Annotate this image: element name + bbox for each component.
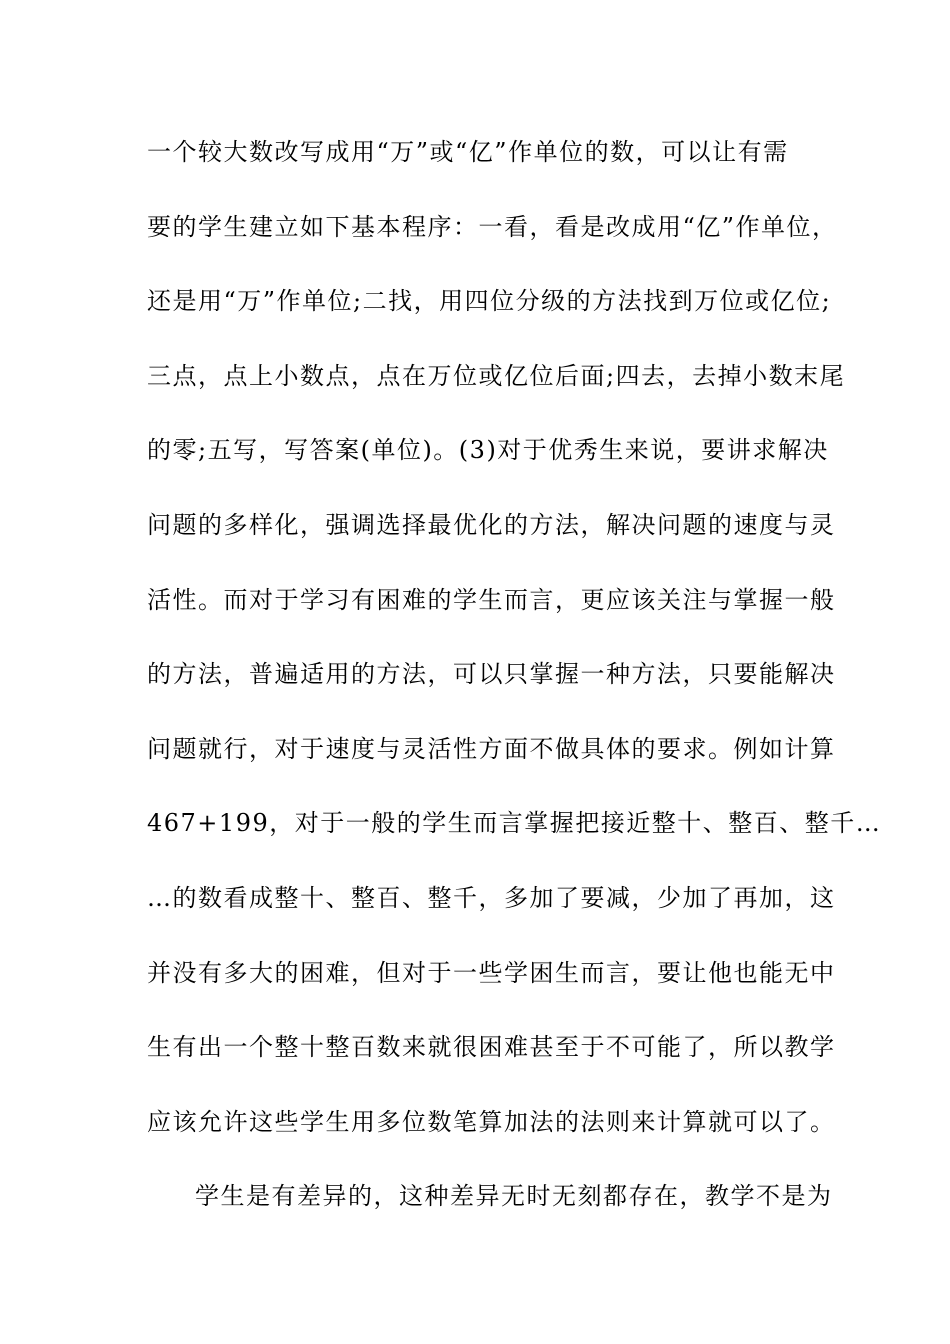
text-line: 的零;五写，写答案(单位)。(3)对于优秀生来说，要讲求解决 [147, 436, 829, 465]
paragraph-start-line: 学生是有差异的，这种差异无时无刻都存在，教学不是为 [195, 1182, 833, 1211]
text-line: 的方法，普遍适用的方法，可以只掌握一种方法，只要能解决 [147, 660, 836, 689]
text-line: 一个较大数改写成用“万”或“亿”作单位的数，可以让有需 [147, 138, 789, 166]
text-line: …的数看成整十、整百、整千，多加了要减，少加了再加，这 [147, 883, 836, 912]
text-line: 要的学生建立如下基本程序：一看，看是改成用“亿”作单位， [147, 212, 838, 241]
text-line: 应该允许这些学生用多位数笔算加法的法则来计算就可以了。 [147, 1107, 836, 1136]
text-line: 还是用“万”作单位;二找，用四位分级的方法找到万位或亿位; [147, 287, 832, 316]
text-line: 并没有多大的困难，但对于一些学困生而言，要让他也能无中 [147, 958, 836, 987]
text-line: 活性。而对于学习有困难的学生而言，更应该关注与掌握一般 [147, 585, 836, 614]
text-line: 问题就行，对于速度与灵活性方面不做具体的要求。例如计算 [147, 734, 836, 763]
text-line: 问题的多样化，强调选择最优化的方法，解决问题的速度与灵 [147, 510, 836, 539]
text-line: 467+199，对于一般的学生而言掌握把接近整十、整百、整千… [147, 809, 882, 838]
text-line: 三点，点上小数点，点在万位或亿位后面;四去，去掉小数末尾 [147, 361, 846, 390]
text-line: 生有出一个整十整百数来就很困难甚至于不可能了，所以教学 [147, 1033, 836, 1062]
body-text [147, 130, 882, 1249]
